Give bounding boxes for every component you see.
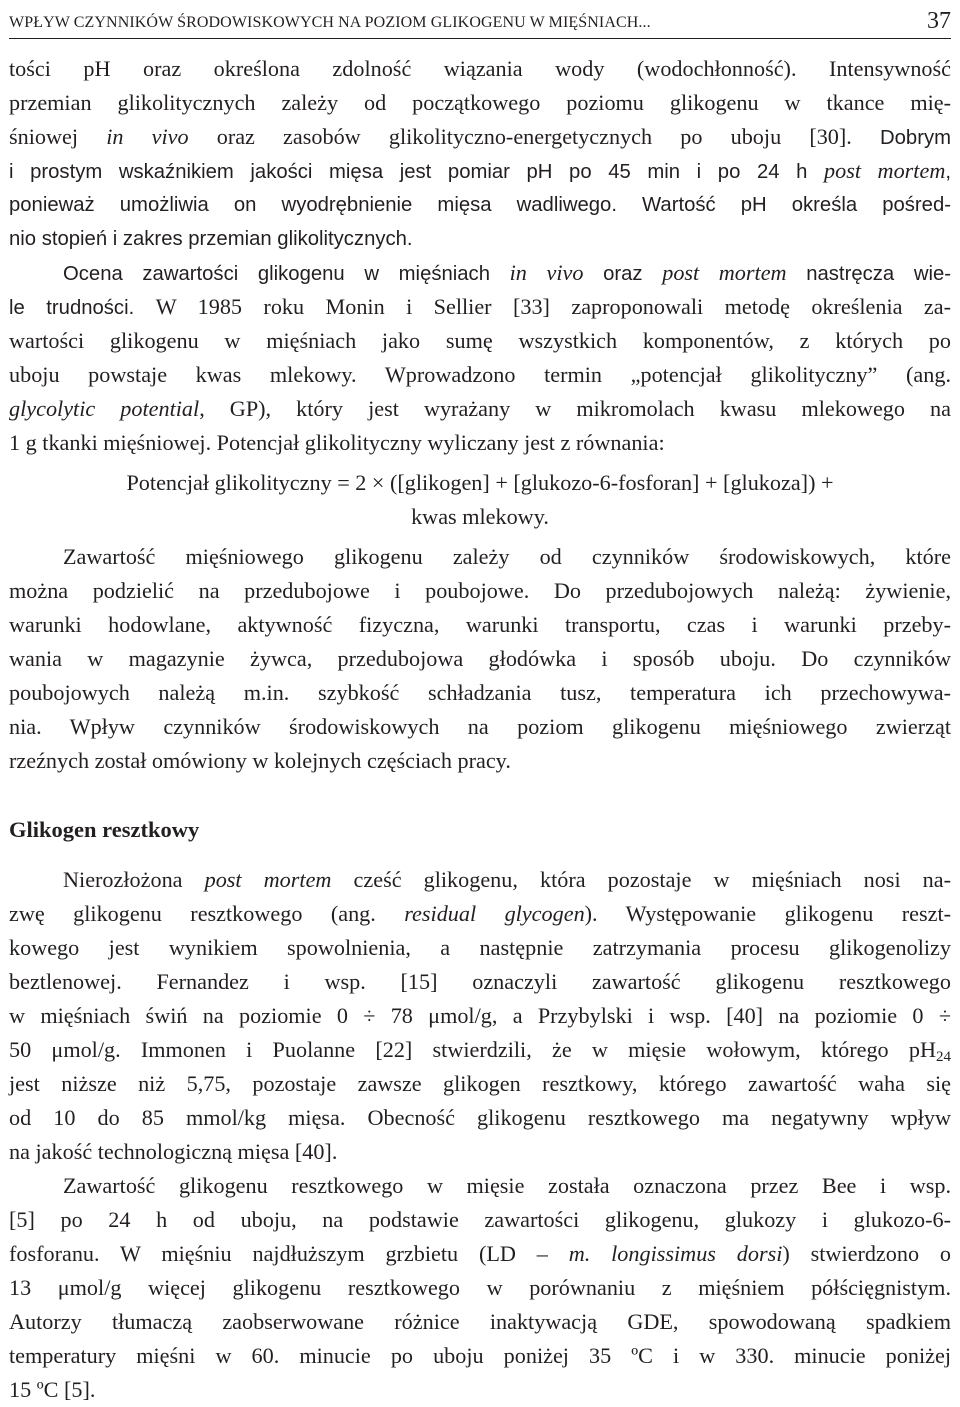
text-line: Nierozłożona post mortem cześć glikogenu, która pozostaje w mięśniach nosi na- xyxy=(63,867,952,892)
text-line: temperatury mięśni w 60. minucie po uboju poniżej 35 ºC i w 330. minucie poniżej xyxy=(9,1343,951,1368)
section-heading: Glikogen resztkowy xyxy=(9,817,200,842)
text-line: ponieważ umożliwia on wyodrębnienie mięsa wadliwego. Wartość pH określa pośred- xyxy=(9,194,951,216)
text-line: nia. Wpływ czynników środowiskowych na poziom glikogenu mięśniowego zwierząt xyxy=(9,714,951,739)
text-line: poubojowych należą m.in. szybkość schładzania tusz, temperatura ich przechowywa- xyxy=(9,680,951,705)
page-number: 37 xyxy=(927,8,951,34)
text-line: kowego jest wynikiem spowolnienia, a następnie zatrzymania procesu glikogenolizy xyxy=(9,935,951,960)
text-line: na jakość technologiczną mięsa [40]. xyxy=(9,1139,338,1164)
text-line: Autorzy tłumaczą zaobserwowane różnice inaktywacją GDE, spowodowaną spadkiem xyxy=(9,1309,951,1334)
text-line: 50 μmol/g. Immonen i Puolanne [22] stwierdzili, że w mięsie wołowym, którego $pH_{24}$ xyxy=(9,1037,951,1065)
equation-line: kwas mlekowy. xyxy=(411,504,549,529)
text-line: uboju powstaje kwas mlekowy. Wprowadzono termin „potencjał glikolityczny” (ang. xyxy=(9,362,951,387)
text-line: można podzielić na przedubojowe i poubojowe. Do przedubojowych należą: żywienie, xyxy=(9,578,951,603)
text-line: rzeźnych został omówiony w kolejnych częściach pracy. xyxy=(9,748,511,773)
text-line: jest niższe niż 5,75, pozostaje zawsze glikogen resztkowy, którego zawartość waha się xyxy=(9,1071,951,1096)
text-line: wania w magazynie żywca, przedubojowa głodówka i sposób uboju. Do czynników xyxy=(9,646,951,671)
text-line: 15 ºC [5]. xyxy=(9,1377,96,1402)
text-line: 1 g tkanki mięśniowej. Potencjał glikolityczny wyliczany jest z równania: xyxy=(9,430,665,455)
paragraph xyxy=(9,540,951,778)
paragraph xyxy=(9,52,951,256)
text-line: nio stopień i zakres przemian glikolitycznych. xyxy=(9,228,413,250)
text-line: Zawartość mięśniowego glikogenu zależy od czynników środowiskowych, które xyxy=(63,544,951,569)
paragraph xyxy=(9,863,951,1169)
text-line: [5] po 24 h od uboju, na podstawie zawartości glikogenu, glukozy i glukozo-6- xyxy=(9,1207,951,1232)
text-line: przemian glikolitycznych zależy od początkowego poziomu glikogenu w tkance mię- xyxy=(9,90,951,115)
text-line: Zawartość glikogenu resztkowego w mięsie została oznaczona przez Bee i wsp. xyxy=(63,1173,951,1198)
text-line: tości pH oraz określona zdolność wiązania wody (wodochłonność). Intensywność xyxy=(9,56,951,81)
text-line: wartości glikogenu w mięśniach jako sumę wszystkich komponentów, z których po xyxy=(9,328,951,353)
paragraph xyxy=(9,1169,951,1407)
equation-line: Potencjał glikolityczny = 2 × ([glikogen] + [glukozo-6-fosforan] + [glukoza]) + xyxy=(126,470,834,495)
text-line: w mięśniach świń na poziomie 0 ÷ 78 μmol/g, a Przybylski i wsp. [40] na poziomie 0 ÷ xyxy=(9,1003,951,1028)
equation xyxy=(9,466,951,534)
text-line: śniowej in vivo oraz zasobów glikolityczno-energetycznych po uboju [30]. Dobrym xyxy=(9,124,951,149)
text-line: le trudności. W 1985 roku Monin i Sellier [33] zaproponowali metodę określenia za- xyxy=(9,294,951,319)
text-line: zwę glikogenu resztkowego (ang. residual glycogen). Występowanie glikogenu reszt- xyxy=(9,901,951,926)
text-line: i prostym wskaźnikiem jakości mięsa jest pomiar pH po 45 min i po 24 h post mortem, xyxy=(9,158,951,183)
text-line: fosforanu. W mięśniu najdłuższym grzbietu (LD – m. longissimus dorsi) stwierdzono o xyxy=(9,1241,951,1266)
text-line: od 10 do 85 mmol/kg mięsa. Obecność glikogenu resztkowego ma negatywny wpływ xyxy=(9,1105,951,1130)
text-line: warunki hodowlane, aktywność fizyczna, warunki transportu, czas i warunki przeby- xyxy=(9,612,951,637)
body-text xyxy=(9,52,951,1407)
paragraph xyxy=(9,256,951,460)
text-line: beztlenowej. Fernandez i wsp. [15] oznaczyli zawartość glikogenu resztkowego xyxy=(9,969,951,994)
text-line: 13 μmol/g więcej glikogenu resztkowego w porównaniu z mięśniem półścięgnistym. xyxy=(9,1275,951,1300)
text-line: Ocena zawartości glikogenu w mięśniach in vivo oraz post mortem nastręcza wie- xyxy=(63,260,952,285)
running-header xyxy=(9,8,951,39)
subscript: 24 xyxy=(936,1049,951,1065)
running-title: WPŁYW CZYNNIKÓW ŚRODOWISKOWYCH NA POZIOM GLIKOGENU W MIĘŚNIACH... xyxy=(9,14,651,31)
text-line: glycolytic potential, GP), który jest wyrażany w mikromolach kwasu mlekowego na xyxy=(9,396,951,421)
